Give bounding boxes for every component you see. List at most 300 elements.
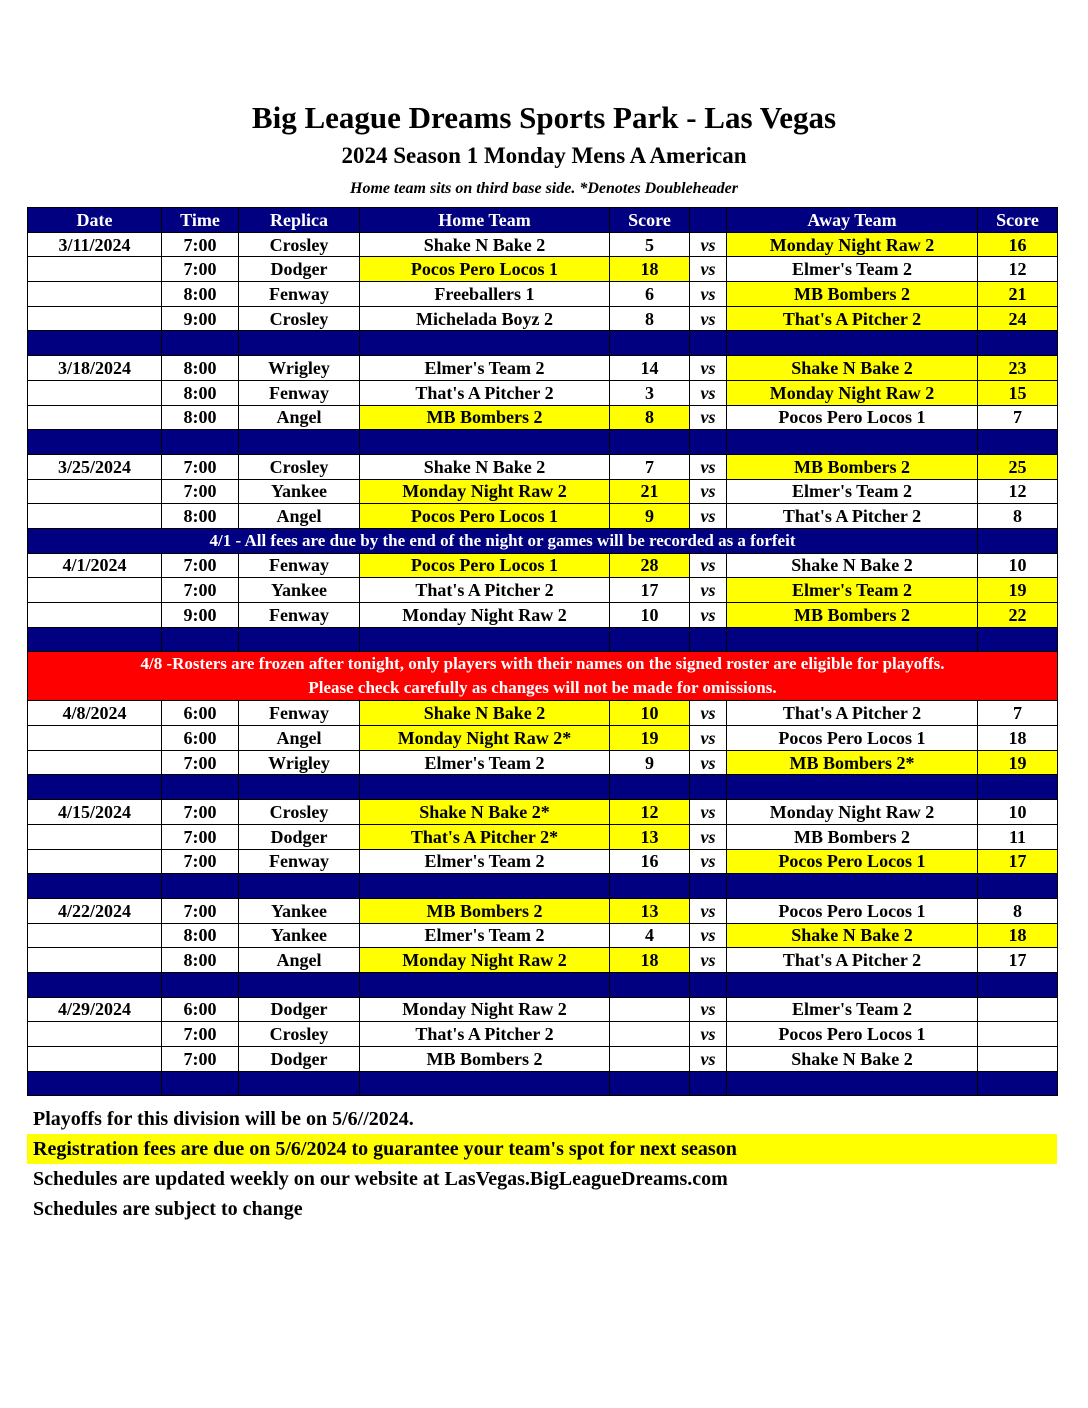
vs-label: vs: [690, 232, 727, 257]
home-team: Michelada Boyz 2: [360, 306, 610, 331]
home-team: Monday Night Raw 2: [360, 603, 610, 628]
game-date: 3/25/2024: [28, 454, 162, 479]
home-team: Monday Night Raw 2*: [360, 726, 610, 751]
home-team: Freeballers 1: [360, 282, 610, 307]
spacer-cell: [360, 331, 610, 356]
away-team: Shake N Bake 2: [727, 356, 978, 381]
game-time: 8:00: [162, 282, 239, 307]
game-date: [28, 380, 162, 405]
game-row: [28, 1047, 1058, 1072]
home-score: 9: [610, 504, 690, 529]
game-row: [28, 454, 1058, 479]
game-date: [28, 578, 162, 603]
home-score: 18: [610, 257, 690, 282]
game-date: [28, 948, 162, 973]
spacer-cell: [727, 430, 978, 455]
fee-notice-text: 4/1 - All fees are due by the end of the night or games will be recorded as a forfeit: [28, 528, 978, 553]
game-time: 6:00: [162, 701, 239, 726]
game-row: [28, 824, 1058, 849]
home-team: Shake N Bake 2: [360, 701, 610, 726]
spacer-cell: [690, 331, 727, 356]
col-away-team-header: Away Team: [727, 208, 978, 233]
home-score: 3: [610, 380, 690, 405]
spacer-cell: [28, 874, 162, 899]
away-score: 8: [978, 898, 1058, 923]
game-date: 4/8/2024: [28, 701, 162, 726]
home-score: 17: [610, 578, 690, 603]
game-row: [28, 898, 1058, 923]
game-row: [28, 997, 1058, 1022]
away-team: Pocos Pero Locos 1: [727, 726, 978, 751]
col-vs-header: [690, 208, 727, 233]
vs-label: vs: [690, 380, 727, 405]
game-date: [28, 923, 162, 948]
spacer-row: [28, 430, 1058, 455]
away-team: Elmer's Team 2: [727, 479, 978, 504]
field-replica: Fenway: [239, 849, 360, 874]
home-score: [610, 997, 690, 1022]
vs-label: vs: [690, 1047, 727, 1072]
vs-label: vs: [690, 800, 727, 825]
spacer-cell: [727, 775, 978, 800]
away-team: MB Bombers 2: [727, 454, 978, 479]
game-row: [28, 923, 1058, 948]
spacer-cell: [610, 775, 690, 800]
game-time: 7:00: [162, 800, 239, 825]
game-row: [28, 726, 1058, 751]
game-row: [28, 257, 1058, 282]
game-time: 7:00: [162, 849, 239, 874]
away-team: Monday Night Raw 2: [727, 232, 978, 257]
spacer-cell: [239, 1071, 360, 1096]
vs-label: vs: [690, 997, 727, 1022]
field-replica: Yankee: [239, 923, 360, 948]
game-row: [28, 849, 1058, 874]
field-replica: Dodger: [239, 1047, 360, 1072]
game-row: [28, 479, 1058, 504]
home-score: 5: [610, 232, 690, 257]
game-date: [28, 405, 162, 430]
home-team: That's A Pitcher 2: [360, 1022, 610, 1047]
spacer-cell: [28, 627, 162, 652]
spacer-cell: [690, 1071, 727, 1096]
game-time: 7:00: [162, 479, 239, 504]
vs-label: vs: [690, 701, 727, 726]
away-score: 19: [978, 578, 1058, 603]
field-replica: Angel: [239, 726, 360, 751]
home-team: MB Bombers 2: [360, 1047, 610, 1072]
home-team: That's A Pitcher 2: [360, 578, 610, 603]
spacer-cell: [360, 430, 610, 455]
field-replica: Fenway: [239, 380, 360, 405]
home-score: 10: [610, 603, 690, 628]
game-date: [28, 1022, 162, 1047]
spacer-cell: [162, 874, 239, 899]
home-team: MB Bombers 2: [360, 405, 610, 430]
away-team: That's A Pitcher 2: [727, 504, 978, 529]
game-time: 8:00: [162, 356, 239, 381]
away-score: 24: [978, 306, 1058, 331]
vs-label: vs: [690, 726, 727, 751]
spacer-cell: [239, 331, 360, 356]
game-time: 7:00: [162, 824, 239, 849]
home-team: Elmer's Team 2: [360, 750, 610, 775]
field-replica: Dodger: [239, 257, 360, 282]
game-row: [28, 800, 1058, 825]
vs-label: vs: [690, 1022, 727, 1047]
spacer-cell: [690, 775, 727, 800]
away-team: Monday Night Raw 2: [727, 800, 978, 825]
away-team: Pocos Pero Locos 1: [727, 849, 978, 874]
away-score: 17: [978, 948, 1058, 973]
home-score: [610, 1047, 690, 1072]
home-team: MB Bombers 2: [360, 898, 610, 923]
field-replica: Dodger: [239, 997, 360, 1022]
away-score: 17: [978, 849, 1058, 874]
home-team: Pocos Pero Locos 1: [360, 504, 610, 529]
spacer-cell: [28, 331, 162, 356]
away-score: [978, 997, 1058, 1022]
spacer-cell: [610, 972, 690, 997]
game-date: [28, 306, 162, 331]
spacer-cell: [610, 331, 690, 356]
vs-label: vs: [690, 479, 727, 504]
home-team: Shake N Bake 2*: [360, 800, 610, 825]
game-time: 8:00: [162, 380, 239, 405]
spacer-cell: [162, 1071, 239, 1096]
away-score: [978, 1047, 1058, 1072]
home-score: 6: [610, 282, 690, 307]
game-date: [28, 726, 162, 751]
away-score: 19: [978, 750, 1058, 775]
vs-label: vs: [690, 824, 727, 849]
spacer-row: [28, 874, 1058, 899]
game-row: [28, 504, 1058, 529]
vs-label: vs: [690, 898, 727, 923]
game-date: [28, 1047, 162, 1072]
away-team: MB Bombers 2*: [727, 750, 978, 775]
col-home-team-header: Home Team: [360, 208, 610, 233]
game-date: 3/11/2024: [28, 232, 162, 257]
roster-notice: [28, 652, 1058, 701]
field-replica: Crosley: [239, 306, 360, 331]
spacer-cell: [360, 972, 610, 997]
vs-label: vs: [690, 282, 727, 307]
vs-label: vs: [690, 923, 727, 948]
spacer-cell: [978, 972, 1058, 997]
spacer-cell: [690, 627, 727, 652]
spacer-cell: [690, 874, 727, 899]
home-team: Pocos Pero Locos 1: [360, 257, 610, 282]
vs-label: vs: [690, 849, 727, 874]
vs-label: vs: [690, 553, 727, 578]
spacer-cell: [28, 775, 162, 800]
game-date: [28, 257, 162, 282]
vs-label: vs: [690, 257, 727, 282]
registration-note: Registration fees are due on 5/6/2024 to guarantee your team's spot for next season: [27, 1134, 1057, 1164]
away-score: 10: [978, 800, 1058, 825]
spacer-cell: [978, 1071, 1058, 1096]
home-team: Monday Night Raw 2: [360, 948, 610, 973]
home-score: 28: [610, 553, 690, 578]
vs-label: vs: [690, 454, 727, 479]
field-replica: Yankee: [239, 578, 360, 603]
game-time: 7:00: [162, 1047, 239, 1072]
game-time: 9:00: [162, 306, 239, 331]
game-time: 6:00: [162, 997, 239, 1022]
spacer-cell: [162, 972, 239, 997]
away-score: 23: [978, 356, 1058, 381]
away-score: [978, 1022, 1058, 1047]
game-row: [28, 356, 1058, 381]
game-date: [28, 479, 162, 504]
spacer-cell: [162, 775, 239, 800]
home-team: Elmer's Team 2: [360, 923, 610, 948]
spacer-cell: [360, 627, 610, 652]
game-row: [28, 405, 1058, 430]
playoffs-note: Playoffs for this division will be on 5/6//2024.: [33, 1108, 414, 1130]
roster-notice-row: [28, 652, 1058, 701]
game-row: [28, 306, 1058, 331]
game-date: 4/29/2024: [28, 997, 162, 1022]
home-score: 13: [610, 824, 690, 849]
spacer-row: [28, 1071, 1058, 1096]
page-subtitle: 2024 Season 1 Monday Mens A American: [341, 143, 747, 168]
spacer-cell: [239, 430, 360, 455]
away-score: 7: [978, 405, 1058, 430]
game-row: [28, 553, 1058, 578]
home-team: Elmer's Team 2: [360, 356, 610, 381]
spacer-cell: [978, 874, 1058, 899]
home-team: That's A Pitcher 2: [360, 380, 610, 405]
spacer-cell: [727, 331, 978, 356]
spacer-cell: [727, 874, 978, 899]
away-score: 15: [978, 380, 1058, 405]
game-time: 8:00: [162, 405, 239, 430]
game-time: 7:00: [162, 898, 239, 923]
game-date: 4/1/2024: [28, 553, 162, 578]
home-score: 10: [610, 701, 690, 726]
spacer-cell: [727, 1071, 978, 1096]
away-team: Elmer's Team 2: [727, 257, 978, 282]
home-score: [610, 1022, 690, 1047]
field-replica: Crosley: [239, 1022, 360, 1047]
away-score: 21: [978, 282, 1058, 307]
home-score: 4: [610, 923, 690, 948]
fee-notice-row: [28, 528, 1058, 553]
website-note: Schedules are updated weekly on our website at LasVegas.BigLeagueDreams.com: [33, 1168, 728, 1190]
game-row: [28, 1022, 1058, 1047]
vs-label: vs: [690, 306, 727, 331]
spacer-cell: [978, 331, 1058, 356]
spacer-cell: [610, 1071, 690, 1096]
vs-label: vs: [690, 603, 727, 628]
game-row: [28, 578, 1058, 603]
col-date-header: Date: [28, 208, 162, 233]
away-score: 11: [978, 824, 1058, 849]
home-team: Shake N Bake 2: [360, 454, 610, 479]
game-date: [28, 282, 162, 307]
game-row: [28, 948, 1058, 973]
table-header-row: [28, 208, 1058, 233]
home-team: Pocos Pero Locos 1: [360, 553, 610, 578]
game-row: [28, 282, 1058, 307]
schedule-body: [28, 232, 1058, 1096]
away-score: 18: [978, 726, 1058, 751]
game-time: 9:00: [162, 603, 239, 628]
away-team: Pocos Pero Locos 1: [727, 898, 978, 923]
game-row: [28, 750, 1058, 775]
home-score: 14: [610, 356, 690, 381]
game-row: [28, 380, 1058, 405]
home-team: Monday Night Raw 2: [360, 479, 610, 504]
col-time-header: Time: [162, 208, 239, 233]
away-team: Elmer's Team 2: [727, 578, 978, 603]
game-date: [28, 849, 162, 874]
home-score: 8: [610, 405, 690, 430]
home-score: 9: [610, 750, 690, 775]
away-score: 18: [978, 923, 1058, 948]
away-team: MB Bombers 2: [727, 282, 978, 307]
home-score: 21: [610, 479, 690, 504]
spacer-cell: [978, 430, 1058, 455]
away-score: 12: [978, 257, 1058, 282]
away-score: 25: [978, 454, 1058, 479]
home-score: 12: [610, 800, 690, 825]
game-time: 7:00: [162, 578, 239, 603]
home-score: 8: [610, 306, 690, 331]
spacer-cell: [360, 775, 610, 800]
game-date: 3/18/2024: [28, 356, 162, 381]
game-time: 7:00: [162, 257, 239, 282]
away-score: 7: [978, 701, 1058, 726]
home-team: That's A Pitcher 2*: [360, 824, 610, 849]
field-replica: Angel: [239, 405, 360, 430]
schedule-table: [27, 207, 1058, 1096]
away-team: MB Bombers 2: [727, 603, 978, 628]
col-replica-header: Replica: [239, 208, 360, 233]
away-team: Shake N Bake 2: [727, 923, 978, 948]
spacer-cell: [610, 874, 690, 899]
away-score: 22: [978, 603, 1058, 628]
field-replica: Crosley: [239, 800, 360, 825]
field-replica: Fenway: [239, 701, 360, 726]
field-replica: Fenway: [239, 553, 360, 578]
field-replica: Wrigley: [239, 356, 360, 381]
away-team: MB Bombers 2: [727, 824, 978, 849]
field-replica: Yankee: [239, 479, 360, 504]
vs-label: vs: [690, 504, 727, 529]
field-replica: Angel: [239, 504, 360, 529]
away-team: Shake N Bake 2: [727, 553, 978, 578]
spacer-cell: [610, 430, 690, 455]
game-date: [28, 750, 162, 775]
field-replica: Yankee: [239, 898, 360, 923]
game-date: [28, 504, 162, 529]
home-score: 16: [610, 849, 690, 874]
spacer-cell: [28, 1071, 162, 1096]
spacer-row: [28, 775, 1058, 800]
game-time: 8:00: [162, 923, 239, 948]
game-date: 4/15/2024: [28, 800, 162, 825]
field-replica: Fenway: [239, 282, 360, 307]
vs-label: vs: [690, 405, 727, 430]
away-score: 10: [978, 553, 1058, 578]
game-time: 6:00: [162, 726, 239, 751]
home-score: 19: [610, 726, 690, 751]
away-team: That's A Pitcher 2: [727, 701, 978, 726]
page-title: Big League Dreams Sports Park - Las Vegas: [251, 100, 837, 135]
spacer-cell: [978, 775, 1058, 800]
spacer-cell: [239, 874, 360, 899]
game-date: [28, 824, 162, 849]
spacer-cell: [162, 627, 239, 652]
game-time: 8:00: [162, 948, 239, 973]
spacer-cell: [162, 331, 239, 356]
col-home-score-header: Score: [610, 208, 690, 233]
vs-label: vs: [690, 356, 727, 381]
game-time: 7:00: [162, 750, 239, 775]
vs-label: vs: [690, 948, 727, 973]
vs-label: vs: [690, 578, 727, 603]
away-team: Monday Night Raw 2: [727, 380, 978, 405]
field-replica: Angel: [239, 948, 360, 973]
field-replica: Dodger: [239, 824, 360, 849]
spacer-cell: [162, 430, 239, 455]
spacer-cell: [610, 627, 690, 652]
spacer-row: [28, 972, 1058, 997]
away-team: Elmer's Team 2: [727, 997, 978, 1022]
roster-notice-line-1: 4/8 -Rosters are frozen after tonight, only players with their names on the signed roster are eligible for playoffs.: [140, 654, 945, 674]
field-replica: Crosley: [239, 232, 360, 257]
spacer-cell: [727, 627, 978, 652]
spacer-cell: [360, 1071, 610, 1096]
game-date: [28, 603, 162, 628]
seating-note: Home team sits on third base side. *Denotes Doubleheader: [350, 180, 738, 197]
vs-label: vs: [690, 750, 727, 775]
away-team: That's A Pitcher 2: [727, 948, 978, 973]
away-team: Pocos Pero Locos 1: [727, 405, 978, 430]
spacer-cell: [690, 430, 727, 455]
subject-to-change-note: Schedules are subject to change: [33, 1198, 303, 1220]
field-replica: Fenway: [239, 603, 360, 628]
game-time: 8:00: [162, 504, 239, 529]
spacer-row: [28, 627, 1058, 652]
field-replica: Wrigley: [239, 750, 360, 775]
away-score: 8: [978, 504, 1058, 529]
game-time: 7:00: [162, 553, 239, 578]
game-row: [28, 603, 1058, 628]
col-away-score-header: Score: [978, 208, 1058, 233]
spacer-cell: [360, 874, 610, 899]
spacer-cell: [28, 430, 162, 455]
game-row: [28, 232, 1058, 257]
game-time: 7:00: [162, 1022, 239, 1047]
spacer-cell: [727, 972, 978, 997]
field-replica: Crosley: [239, 454, 360, 479]
home-team: Monday Night Raw 2: [360, 997, 610, 1022]
away-team: That's A Pitcher 2: [727, 306, 978, 331]
spacer-cell: [239, 775, 360, 800]
roster-notice-line-2: Please check carefully as changes will not be made for omissions.: [308, 678, 777, 698]
away-score: 16: [978, 232, 1058, 257]
away-score: 12: [978, 479, 1058, 504]
game-row: [28, 701, 1058, 726]
home-score: 7: [610, 454, 690, 479]
away-team: Pocos Pero Locos 1: [727, 1022, 978, 1047]
spacer-cell: [239, 972, 360, 997]
spacer-cell: [978, 627, 1058, 652]
